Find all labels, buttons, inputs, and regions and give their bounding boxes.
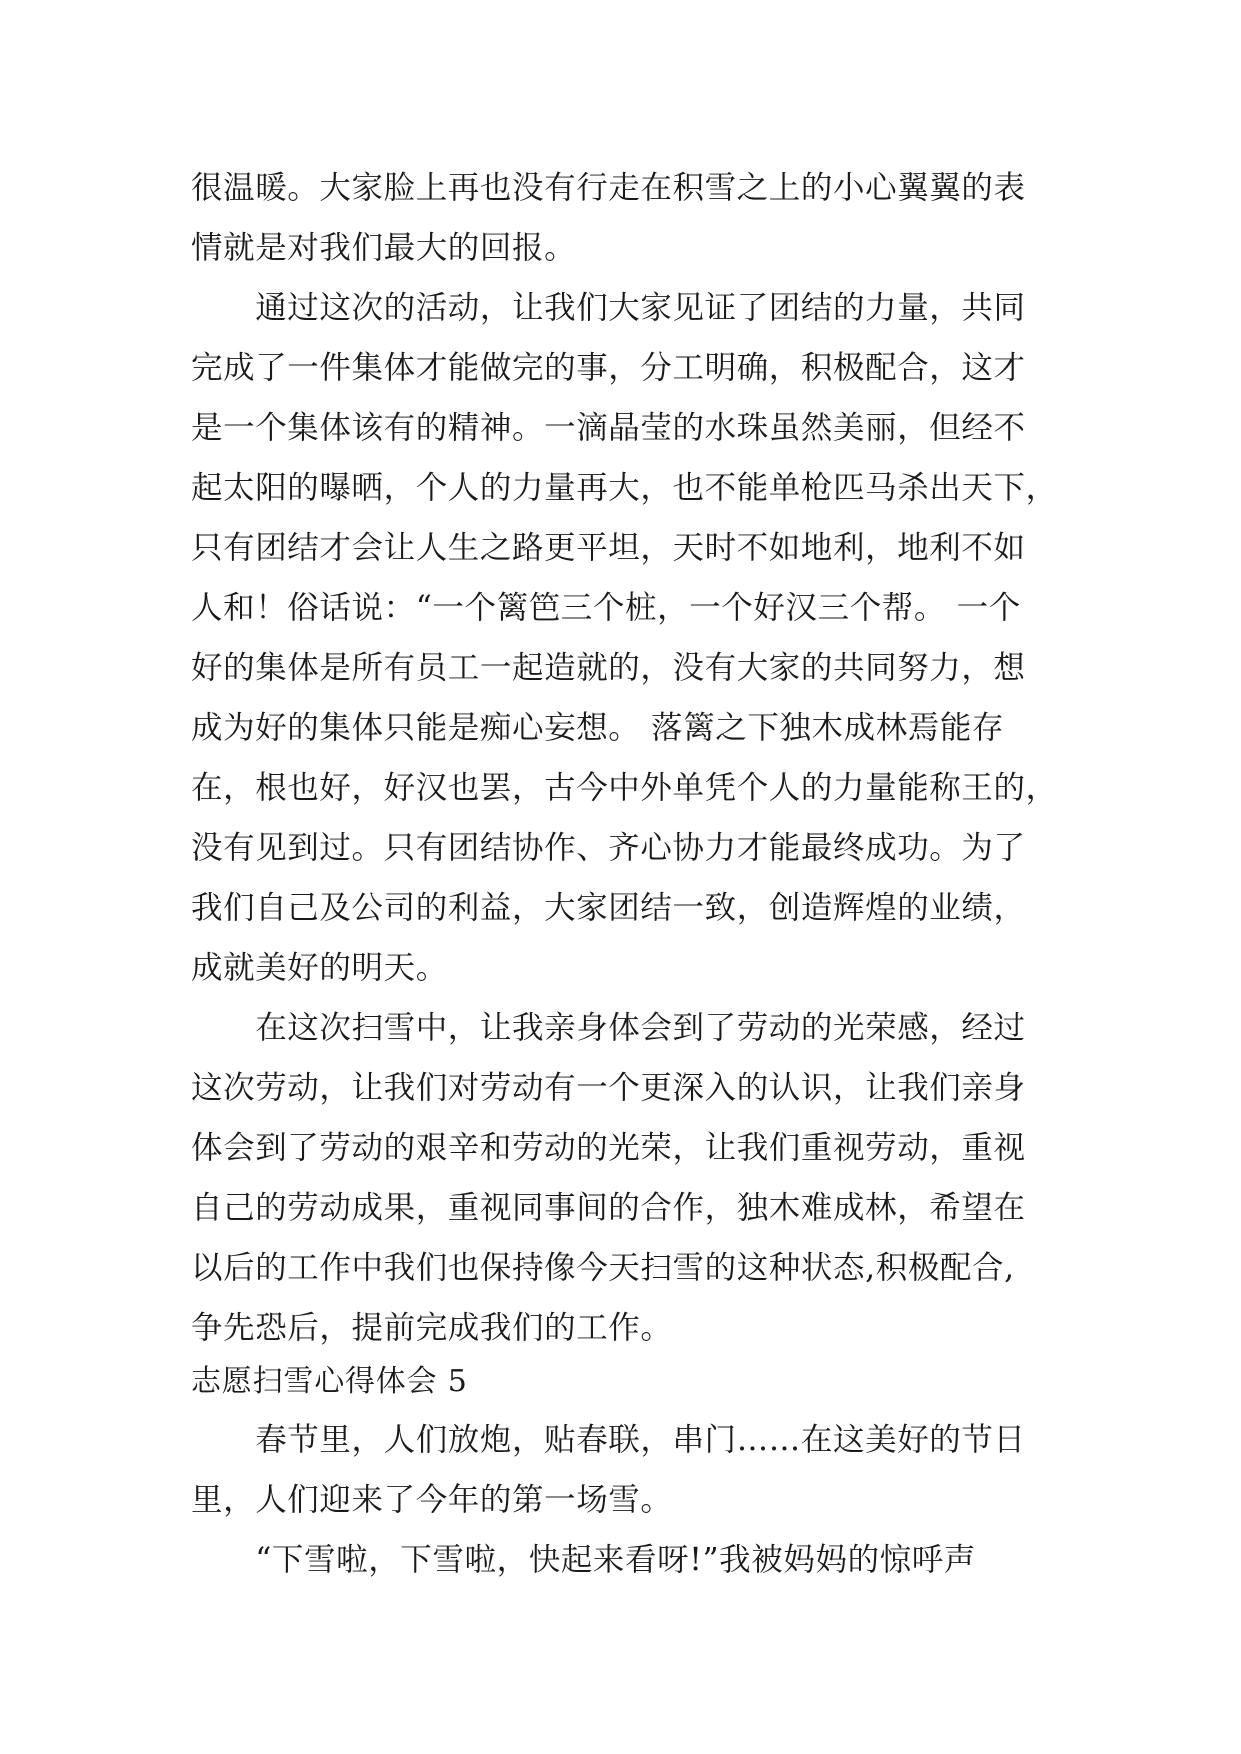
paragraph-2-line-5: 只有团结才会让人生之路更平坦，天时不如地利，地利不如 [191,530,1026,566]
paragraph-3-line-5: 以后的工作中我们也保持像今天扫雪的这种状态,积极配合, [191,1250,1015,1286]
paragraph-2-line-3: 是一个集体该有的精神。一滴晶莹的水珠虽然美丽，但经不 [191,410,1026,446]
paragraph-2-line-9: 在，根也好，好汉也罢，古今中外单凭个人的力量能称王的， [191,770,1058,806]
paragraph-4-line-2: 里，人们迎来了今年的第一场雪。 [191,1482,673,1518]
paragraph-2-line-11: 我们自己及公司的利益，大家团结一致，创造辉煌的业绩， [191,890,1026,926]
paragraph-2-line-8: 成为好的集体只能是痴心妄想。 落篱之下独木成林焉能存 [191,710,1005,746]
paragraph-3-line-4: 自己的劳动成果，重视同事间的合作，独木难成林，希望在 [191,1190,1026,1226]
paragraph-2-line-4: 起太阳的曝晒，个人的力量再大，也不能单枪匹马杀出天下， [191,470,1058,506]
paragraph-5-line-1: “下雪啦，下雪啦，快起来看呀!”我被妈妈的惊呼声 [191,1542,976,1578]
paragraph-4-line-1: 春节里，人们放炮，贴春联，串门……在这美好的节日 [191,1422,1026,1458]
paragraph-3-line-1: 在这次扫雪中，让我亲身体会到了劳动的光荣感，经过 [191,1010,1026,1046]
paragraph-3-line-6: 争先恐后，提前完成我们的工作。 [191,1310,673,1346]
paragraph-2-line-12: 成就美好的明天。 [191,950,448,986]
paragraph-2-line-7: 好的集体是所有员工一起造就的，没有大家的共同努力，想 [191,650,1026,686]
paragraph-1-line-2: 情就是对我们最大的回报。 [191,230,577,266]
paragraph-3-line-3: 体会到了劳动的艰辛和劳动的光荣，让我们重视劳动，重视 [191,1130,1026,1166]
paragraph-2-line-6: 人和！俗话说：“一个篱笆三个桩，一个好汉三个帮。 一个 [191,590,1021,626]
paragraph-2-line-2: 完成了一件集体才能做完的事，分工明确，积极配合，这才 [191,350,1026,386]
paragraph-2-line-1: 通过这次的活动，让我们大家见证了团结的力量，共同 [191,290,1026,326]
paragraph-3-line-2: 这次劳动，让我们对劳动有一个更深入的认识，让我们亲身 [191,1070,1026,1106]
paragraph-1-line-1: 很温暖。大家脸上再也没有行走在积雪之上的小心翼翼的表 [191,170,1026,206]
paragraph-2-line-10: 没有见到过。只有团结协作、齐心协力才能最终成功。为了 [191,830,1026,866]
section-heading: 志愿扫雪心得体会 5 [191,1364,468,1399]
